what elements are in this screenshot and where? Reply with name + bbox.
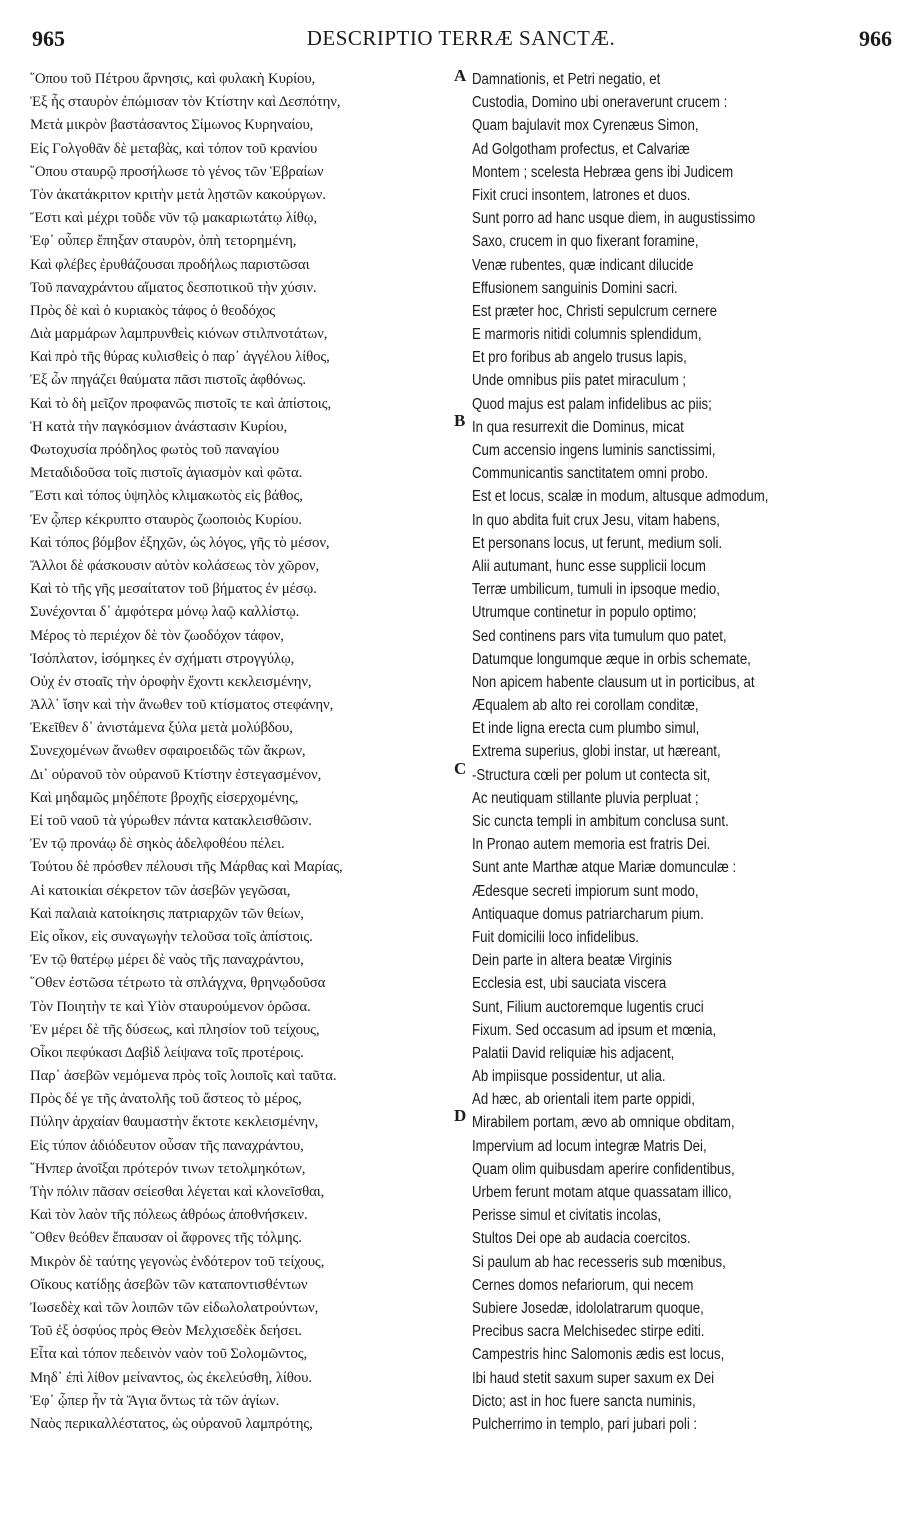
greek-verse-line: Τοῦ παναχράντου αἵματος δεσποτικοῦ τὴν χύσιν. (30, 279, 317, 296)
latin-verse-line (472, 1135, 902, 1158)
latin-verse-line (472, 300, 902, 323)
greek-verse-line: Ἐφ᾽ οὗπερ ἔπηξαν σταυρὸν, ὀπὴ τετορημένη, (30, 233, 297, 250)
latin-verse-text: Urbem ferunt motam atque quassatam illico, (472, 1184, 732, 1201)
latin-verse-text: Est præter hoc, Christi sepulcrum cernere (472, 302, 717, 320)
latin-verse-line (472, 601, 902, 624)
latin-verse-text: Fuit domicilii loco infidelibus. (472, 928, 639, 946)
latin-verse-line (472, 207, 902, 230)
latin-verse-line (472, 161, 902, 184)
greek-verse-line: Πρὸς δὲ καὶ ὁ κυριακὸς τάφος ὁ θεοδόχος (30, 302, 276, 319)
latin-verse-text: Saxo, crucem in quo fixerant foramine, (472, 233, 699, 251)
latin-verse-text: Communicantis sanctitatem omni probo. (472, 465, 709, 483)
latin-verse-text: Mirabilem portam, ævo ab omnique obditam, (472, 1114, 735, 1132)
latin-verse-line (472, 926, 902, 949)
latin-verse-text: Damnationis, et Petri negatio, et (472, 71, 661, 88)
greek-verse-line: Μεταδιδοῦσα τοῖς πιστοῖς ἁγιασμὸν καὶ φῶτα. (30, 465, 303, 482)
latin-verse-text: Cernes domos nefariorum, qui necem (472, 1276, 694, 1294)
latin-verse-line (472, 764, 902, 787)
greek-verse-line: Ἐν τῷ προνάῳ δὲ σηκὸς ἀδελφοθέου πέλει. (30, 836, 285, 853)
latin-verse-line (472, 880, 902, 903)
latin-verse-text: Cum accensio ingens luminis sanctissimi, (472, 442, 716, 459)
latin-verse-line (472, 1019, 902, 1042)
greek-verse-line: Διὰ μαρμάρων λαμπρυνθεὶς κιόνων στιλπνοτάτων, (30, 326, 328, 343)
latin-verse-text: Montem ; scelesta Hebræa gens ibi Judicem (472, 163, 734, 181)
latin-verse-text: Perisse simul et civitatis incolas, (472, 1207, 662, 1225)
latin-verse-line (472, 856, 902, 879)
latin-verse-text: Quod majus est palam infidelibus ac piis; (472, 395, 712, 413)
latin-verse-line (472, 138, 902, 161)
latin-verse-text: Ad Golgotham profectus, et Calvariæ (472, 140, 690, 158)
greek-verse-line: Οἴκους κατίδῃς ἀσεβῶν τῶν καταποντισθέντων (30, 1276, 308, 1293)
latin-verse-text: Stultos Dei ope ab audacia coercitos. (472, 1230, 691, 1248)
latin-verse-line (472, 485, 902, 508)
greek-verse-line: Εἶτα καὶ τόπον πεδεινὸν ναὸν τοῦ Σολομῶντος, (30, 1346, 308, 1363)
latin-verse-line (472, 1088, 902, 1111)
greek-verse-line: Ἄλλοι δὲ φάσκουσιν αὐτὸν κολάσεως τὸν χῶρον, (30, 557, 320, 574)
latin-verse-text: Non apicem habente clausum ut in porticibus, at (472, 673, 755, 691)
section-marker-c: C (454, 759, 467, 778)
latin-verse-line (472, 1251, 902, 1274)
latin-verse-text: Sunt, Filium auctoremque lugentis cruci (472, 998, 704, 1016)
latin-verse-line (472, 1204, 902, 1227)
latin-verse-text: -Structura cœli per polum ut contecta sit, (472, 766, 711, 784)
latin-verse-text: Quam olim quibusdam aperire confidentibus, (472, 1160, 735, 1178)
greek-verse-line: Ἀλλ᾽ ἴσην καὶ τὴν ἄνωθεν τοῦ κτίσματος στεφάνην, (30, 697, 334, 714)
greek-verse-line: Καὶ μηδαμῶς μηδέποτε βροχῆς εἰσερχομένης, (30, 789, 299, 806)
greek-verse-line: Τὸν ἀκατάκριτον κριτὴν μετὰ λῃστῶν κακούργων. (30, 186, 326, 203)
latin-verse-line (472, 694, 902, 717)
latin-verse-text: Custodia, Domino ubi oneraverunt crucem : (472, 94, 728, 112)
latin-verse-text: Dein parte in altera beatæ Virginis (472, 952, 672, 970)
running-title: DESCRIPTIO TERRÆ SANCTÆ. (306, 26, 616, 50)
greek-verse-line: ῞Οθεν ἐστῶσα τέτρωτο τὰ σπλάγχνα, θρηνῳδοῦσα (30, 975, 326, 992)
running-header (20, 26, 902, 66)
latin-verse-line (472, 810, 902, 833)
latin-verse-text: In quo abdita fuit crux Jesu, vitam habens, (472, 511, 720, 529)
latin-verse-text: Fixum. Sed occasum ad ipsum et mœnia, (472, 1021, 717, 1039)
greek-text-column (30, 68, 462, 1436)
latin-verse-line (472, 230, 902, 253)
greek-verse-line: Συνεχομένων ἄνωθεν σφαιροειδῶς τῶν ἄκρων, (30, 743, 306, 760)
greek-verse-line: Ἡ κατὰ τὴν παγκόσμιον ἀνάστασιν Κυρίου, (30, 418, 288, 435)
latin-verse-line (472, 184, 902, 207)
greek-verse-line: Ἐκεῖθεν δ᾽ ἀνιστάμενα ξύλα μετὰ μολύβδου, (30, 720, 293, 737)
greek-verse-line: Εἰς οἶκον, εἰς συναγωγὴν τελοῦσα τοῖς ἀπίστοις. (30, 928, 313, 945)
latin-verse-line (472, 68, 902, 91)
latin-verse-text: E marmoris nitidi columnis splendidum, (472, 326, 702, 344)
greek-verse-line: Καὶ τὸ δὴ μεῖζον προφανῶς πιστοῖς τε καὶ ἀπίστοις, (30, 395, 332, 412)
latin-verse-line (472, 1111, 902, 1134)
latin-verse-text: Æqualem ab alto rei corollam conditæ, (472, 697, 699, 715)
latin-verse-line (472, 416, 902, 439)
latin-verse-text: Et pro foribus ab angelo trusus lapis, (472, 349, 687, 367)
greek-verse-line: Ἐν τῷ θατέρῳ μέρει δὲ ναὸς τῆς παναχράντου, (30, 952, 304, 969)
latin-verse-line (472, 1390, 902, 1413)
section-marker-b: B (454, 411, 466, 430)
latin-verse-text: Quam bajulavit mox Cyrenæus Simon, (472, 117, 699, 135)
latin-verse-line (472, 671, 902, 694)
latin-verse-line (472, 1158, 902, 1181)
greek-verse-line: Καὶ τόπος βόμβον ἐξηχῶν, ὡς λόγος, γῆς τὸ μέσον, (30, 534, 330, 551)
latin-verse-line (472, 1297, 902, 1320)
latin-verse-line (472, 346, 902, 369)
latin-verse-line (472, 1367, 902, 1390)
greek-verse-line: Παρ᾽ ἀσεβῶν νεμόμενα πρὸς τοῖς λοιποῖς καὶ ταῦτα. (30, 1068, 337, 1085)
latin-verse-text: Palatii David reliquiæ his adjacent, (472, 1044, 675, 1062)
greek-verse-line: Καὶ φλέβες ἐρυθάζουσαι προδήλως παριστῶσαι (30, 256, 310, 273)
latin-verse-line (472, 1274, 902, 1297)
greek-verse-line: ῞Οπου σταυρῷ προσήλωσε τὸ γένος τῶν Ἑβραίων (30, 163, 324, 180)
latin-verse-text: Terræ umbilicum, tumuli in ipsoque medio, (472, 581, 720, 599)
latin-verse-text: Extrema superius, globi instar, ut hæreant, (472, 743, 721, 761)
latin-verse-line (472, 787, 902, 810)
page-number-right: 966 (859, 26, 892, 51)
greek-verse-line: Καὶ πρὸ τῆς θύρας κυλισθεὶς ὁ παρ᾽ ἀγγέλου λίθος, (30, 349, 330, 366)
latin-verse-line (472, 509, 902, 532)
latin-verse-line (472, 1227, 902, 1250)
latin-verse-text: Ab impiisque possidentur, ut alia. (472, 1068, 666, 1086)
latin-verse-line (472, 1042, 902, 1065)
greek-verse-line: Δι᾽ οὐρανοῦ τὸν οὐρανοῦ Κτίστην ἐστεγασμένον, (30, 766, 322, 783)
greek-verse-line: Ἔστι καὶ τόπος ὑψηλὸς κλιμακωτὸς εἰς βάθος, (30, 488, 303, 505)
latin-verse-line (472, 648, 902, 671)
latin-verse-text: Precibus sacra Melchisedec stirpe editi. (472, 1323, 705, 1341)
latin-verse-line (472, 254, 902, 277)
latin-verse-line (472, 903, 902, 926)
latin-verse-line (472, 439, 902, 462)
latin-verse-line (472, 393, 902, 416)
greek-verse-line: Ἔστι καὶ μέχρι τοῦδε νῦν τῷ μακαριωτάτῳ λίθῳ, (30, 210, 318, 227)
latin-verse-text: Subiere Josedæ, idololatrarum quoque, (472, 1299, 704, 1317)
greek-verse-line: Μηδ᾽ ἐπὶ λίθον μείναντος, ὡς ἐκελεύσθη, λίθου. (30, 1369, 312, 1386)
latin-verse-line (472, 833, 902, 856)
greek-verse-line: ῞Οπου τοῦ Πέτρου ἄρνησις, καὶ φυλακὴ Κυρίου, (30, 71, 316, 87)
latin-verse-text: Alii autumant, hunc esse supplicii locum (472, 557, 706, 575)
latin-verse-text: In Pronao autem memoria est fratris Dei. (472, 836, 711, 854)
greek-verse-line: Τοῦ ἐξ ὀσφύος πρὸς Θεὸν Μελχισεδὲκ δεήσει. (30, 1323, 302, 1340)
greek-verse-line: Μέρος τὸ περιέχον δὲ τὸν ζωοδόχον τάφον, (30, 627, 284, 644)
section-marker-a: A (454, 66, 467, 85)
greek-verse-line: Οἶκοι πεφύκασι Δαβὶδ λείψανα τοῖς προτέροις. (30, 1044, 304, 1061)
latin-verse-text: Venæ rubentes, quæ indicant dilucide (472, 256, 694, 274)
latin-verse-line (472, 91, 902, 114)
latin-verse-line (472, 625, 902, 648)
latin-verse-text: Si paulum ab hac recesseris sub mœnibus, (472, 1253, 726, 1271)
greek-verse-line: Οὐχ ἐν στοαῖς τὴν ὀροφὴν ἔχοντι κεκλεισμένην, (30, 673, 312, 690)
greek-verse-line: ῞Ηνπερ ἀνοῖξαι πρότερόν τινων τετολμηκότων, (30, 1160, 306, 1177)
latin-verse-text: Antiquaque domus patriarcharum pium. (472, 905, 704, 923)
latin-verse-line (472, 972, 902, 995)
latin-verse-text: Dicto; ast in hoc fuere sancta numinis, (472, 1392, 696, 1410)
greek-verse-line: Αἱ κατοικίαι σέκρετον τῶν ἀσεβῶν γεγῶσαι, (30, 882, 291, 899)
latin-verse-text: Et personans locus, ut ferunt, medium soli. (472, 534, 723, 552)
latin-verse-line (472, 740, 902, 763)
latin-verse-line (472, 949, 902, 972)
latin-verse-line (472, 717, 902, 740)
latin-verse-line (472, 555, 902, 578)
latin-verse-line (472, 1413, 902, 1436)
page-number-left: 965 (32, 26, 65, 51)
latin-verse-line (472, 996, 902, 1019)
latin-verse-line (472, 369, 902, 392)
latin-verse-text: Impervium ad locum integræ Matris Dei, (472, 1137, 707, 1155)
latin-verse-line (472, 1065, 902, 1088)
greek-verse-line: Τὸν Ποιητὴν τε καὶ Υἱὸν σταυρούμενον ὁρῶσα. (30, 998, 311, 1015)
latin-verse-line (472, 1343, 902, 1366)
greek-verse-line: Φωτοχυσία πρόδηλος φωτὸς τοῦ παναγίου (30, 442, 280, 458)
greek-verse-line: Εἰς τύπον ἀδιόδευτον οὖσαν τῆς παναχράντου, (30, 1137, 304, 1154)
greek-verse-line: Τὴν πόλιν πᾶσαν σείεσθαι λέγεται καὶ κλονεῖσθαι, (30, 1184, 325, 1200)
latin-verse-text: Fixit cruci insontem, latrones et duos. (472, 186, 691, 204)
greek-verse-line: Πύλην ἀρχαίαν θαυμαστὴν ἔκτοτε κεκλεισμένην, (30, 1114, 319, 1131)
latin-verse-text: Ac neutiquam stillante pluvia perpluat ; (472, 789, 699, 807)
latin-verse-text: Ecclesia est, ubi sauciata viscera (472, 975, 667, 993)
latin-verse-text: Ibi haud stetit saxum super saxum ex Dei (472, 1369, 715, 1387)
latin-verse-line (472, 114, 902, 137)
latin-verse-text: In qua resurrexit die Dominus, micat (472, 418, 684, 436)
greek-verse-line: Καὶ παλαιὰ κατοίκησις πατριαρχῶν τῶν θείων, (30, 905, 304, 922)
latin-verse-text: Est et locus, scalæ in modum, altusque admodum, (472, 488, 769, 506)
latin-verse-text: Unde omnibus piis patet miraculum ; (472, 372, 687, 390)
latin-text-column (472, 68, 902, 1436)
greek-verse-line: Εἰς Γολγοθᾶν δὲ μεταβὰς, καὶ τόπον τοῦ κρανίου (30, 140, 318, 157)
latin-verse-line (472, 323, 902, 346)
greek-verse-line: Ἰωσεδὲχ καὶ τῶν λοιπῶν τῶν εἰδωλολατρούντων, (30, 1299, 319, 1316)
greek-verse-line: Εἰ τοῦ ναοῦ τὰ γύρωθεν πάντα κατακλεισθῶσιν. (30, 813, 312, 829)
greek-verse-line: Καὶ τὸ τῆς γῆς μεσαίτατον τοῦ βήματος ἐν μέσῳ. (30, 581, 317, 598)
section-marker-d: D (454, 1106, 467, 1125)
latin-verse-text: Ad hæc, ab orientali item parte oppidi, (472, 1091, 695, 1109)
greek-verse-line: Συνέχονται δ᾽ ἀμφότερα μόνῳ λαῷ καλλίστῳ. (30, 604, 300, 621)
latin-verse-text: Ædesque secreti impiorum sunt modo, (472, 882, 699, 900)
greek-verse-line: Ἐν μέρει δὲ τῆς δύσεως, καὶ πλησίον τοῦ τείχους, (30, 1021, 320, 1038)
greek-verse-line: Πρὸς δέ γε τῆς ἀνατολῆς τοῦ ἄστεος τὸ μέρος, (30, 1091, 302, 1108)
latin-verse-line (472, 532, 902, 555)
latin-verse-line (472, 462, 902, 485)
greek-verse-line: Ναὸς περικαλλέστατος, ὡς οὐρανοῦ λαμπρότης, (30, 1415, 313, 1432)
greek-verse-line: Ἐφ᾽ ᾧπερ ἦν τὰ Ἅγια ὄντως τὰ τῶν ἁγίων. (30, 1392, 280, 1409)
latin-verse-text: Effusionem sanguinis Domini sacri. (472, 279, 678, 297)
latin-verse-text: Sic cuncta templi in ambitum conclusa sunt. (472, 813, 729, 830)
greek-verse-line: ῞Οθεν θεόθεν ἔπαυσαν οἱ ἄφρονες τῆς τόλμης. (30, 1230, 302, 1247)
latin-verse-text: Datumque longumque æque in orbis schemate, (472, 650, 751, 668)
latin-verse-text: Sunt ante Marthæ atque Mariæ domunculæ : (472, 859, 737, 877)
latin-verse-text: Utrumque continetur in populo optimo; (472, 604, 697, 622)
greek-verse-line: Μικρὸν δὲ ταύτης γεγονὼς ἐνδότερον τοῦ τείχους, (30, 1253, 325, 1270)
greek-verse-line: Καὶ τὸν λαὸν τῆς πόλεως ἀθρόως ἀποθνήσκειν. (30, 1207, 308, 1224)
greek-verse-line: Ἐξ ἧς σταυρὸν ἐπώμισαν τὸν Κτίστην καὶ Δεσπότην, (30, 94, 341, 111)
latin-verse-text: Pulcherrimo in templo, pari jubari poli : (472, 1415, 698, 1433)
latin-verse-line (472, 1320, 902, 1343)
latin-verse-line (472, 578, 902, 601)
greek-verse-line: Ἐξ ὧν πηγάζει θαύματα πᾶσι πιστοῖς ἀφθόνως. (30, 372, 306, 389)
greek-verse-line: Τούτου δὲ πρόσθεν πέλουσι τῆς Μάρθας καὶ Μαρίας, (30, 859, 343, 876)
latin-verse-text: Et inde ligna erecta cum plumbo simul, (472, 720, 700, 738)
latin-verse-text: Sed continens pars vita tumulum quo patet, (472, 627, 727, 645)
latin-verse-line (472, 1181, 902, 1204)
latin-verse-text: Sunt porro ad hanc usque diem, in augustissimo (472, 210, 756, 228)
latin-verse-line (472, 277, 902, 300)
greek-verse-line: Ἰσόπλατον, ἰσόμηκες ἐν σχήματι στρογγύλῳ, (30, 650, 295, 667)
latin-verse-text: Campestris hinc Salomonis ædis est locus, (472, 1346, 725, 1364)
greek-verse-line: Ἐν ᾧπερ κέκρυπτο σταυρὸς ζωοποιὸς Κυρίου. (30, 511, 302, 528)
greek-verse-line: Μετὰ μικρὸν βαστάσαντος Σίμωνος Κυρηναίου, (30, 117, 314, 134)
